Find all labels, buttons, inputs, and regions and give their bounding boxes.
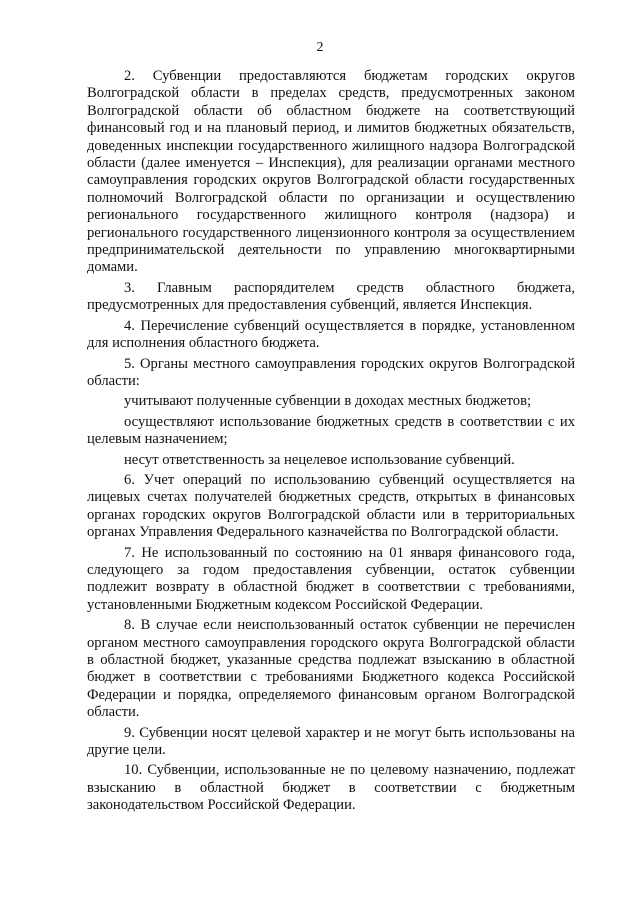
paragraph-8: 8. В случае если неиспользованный остаток субвенции не перечислен органом местного самоуправления городского округа Волгоградской области в областной бюджет, указанные средства подлежат взысканию в областной бюджет в соответствии с требованиями Бюджетного кодекса Российской Федерации и порядка, определяемого финансовым органом Волгоградской области. (87, 617, 575, 721)
paragraph-9: 9. Субвенции носят целевой характер и не могут быть использованы на другие цели. (87, 724, 575, 759)
paragraph-5-item-1: учитывают полученные субвенции в доходах местных бюджетов; (124, 393, 532, 410)
paragraph-4: 4. Перечисление субвенций осуществляется в порядке, установленном для исполнения областного бюджета. (87, 317, 575, 352)
paragraph-5: 5. Органы местного самоуправления городских округов Волгоградской области: (87, 355, 575, 389)
paragraph-3: 3. Главным распорядителем средств областного бюджета, предусмотренных для предоставления субвенций, является Инспекция. (87, 279, 575, 314)
document-body (87, 68, 575, 815)
paragraph-7: 7. Не использованный по состоянию на 01 января финансового года, следующего за годом предоставления субвенции, остаток субвенции подлежит возврату в областной бюджет в соответствии с требованиями, установленными Бюджетным кодексом Российской Федерации. (87, 544, 575, 613)
page-number: 2 (316, 40, 324, 55)
paragraph-10: 10. Субвенции, использованные не по целевому назначению, подлежат взысканию в областной бюджет в соответствии с бюджетным законодательством Российской Федерации. (87, 762, 575, 814)
paragraph-5-item-2: осуществляют использование бюджетных средств в соответствии с их целевым назначением; (87, 413, 575, 448)
paragraph-2: 2. Субвенции предоставляются бюджетам городских округов Волгоградской области в пределах средств, предусмотренных законом Волгоградской области об областном бюджете на соответствующий финансовый год и на плановый период, и лимитов бюджетных обязательств, доведенных инспекции государственного жилищного надзора Волгоградской области (далее именуется – Инспекция), для реализации органами местного самоуправления городских округов Волгоградской области государственных полномочий Волгоградской области по организации и осуществлению регионального государственного жилищного контроля (надзора) и регионального государственного лицензионного контроля за осуществлением предпринимательской деятельности по управлению многоквартирными домами. (87, 68, 575, 276)
paragraph-5-item-3: несут ответственность за нецелевое использование субвенций. (124, 451, 515, 468)
paragraph-6: 6. Учет операций по использованию субвенций осуществляется на лицевых счетах получателей бюджетных средств, открытых в финансовых органах городских округов Волгоградской области или в территориальных органах Управления Федерального казначейства по Волгоградской области. (87, 471, 575, 541)
